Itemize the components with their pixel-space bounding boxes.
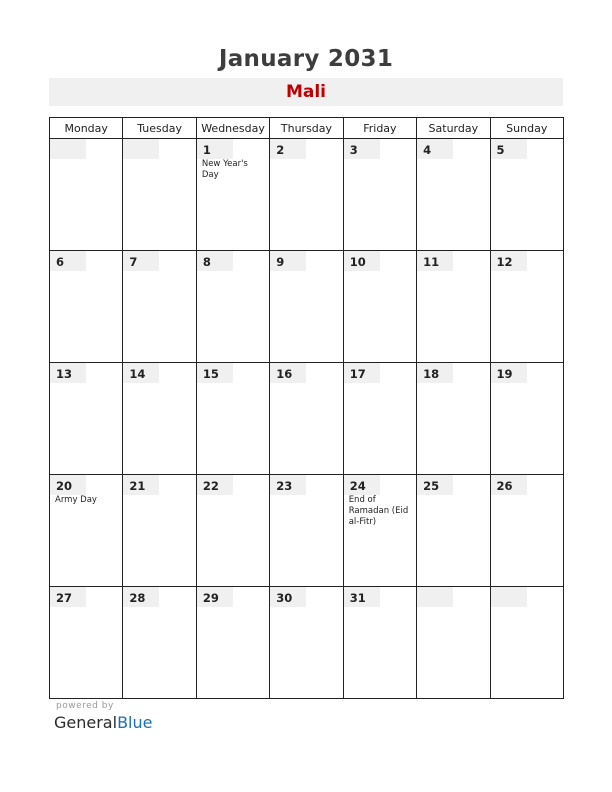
day-number-box xyxy=(491,475,527,495)
day-number-box xyxy=(50,251,86,271)
day-number: 1 xyxy=(202,143,211,157)
week-row xyxy=(50,139,564,251)
day-number-box xyxy=(344,363,380,383)
day-cell xyxy=(50,475,123,587)
generalblue-logo[interactable] xyxy=(54,713,152,732)
day-number: 31 xyxy=(349,591,366,605)
day-cell xyxy=(490,363,563,475)
day-number: 11 xyxy=(423,255,440,269)
day-number: 17 xyxy=(349,367,366,381)
day-cell xyxy=(50,363,123,475)
weekday-header: Saturday xyxy=(417,118,490,139)
day-number: 27 xyxy=(56,591,73,605)
day-number: 14 xyxy=(129,367,146,381)
day-cell xyxy=(490,587,563,699)
day-number-box xyxy=(491,587,527,607)
day-cell xyxy=(50,251,123,363)
day-number: 16 xyxy=(276,367,293,381)
day-number-box xyxy=(50,475,86,495)
day-number: 15 xyxy=(202,367,219,381)
day-number-box xyxy=(417,139,453,159)
day-number: 22 xyxy=(202,479,219,493)
weekday-header: Monday xyxy=(50,118,123,139)
day-number-box xyxy=(270,363,306,383)
day-number: 9 xyxy=(276,255,285,269)
day-number-box xyxy=(344,139,380,159)
day-number: 12 xyxy=(496,255,513,269)
day-number: 26 xyxy=(496,479,513,493)
day-number: 21 xyxy=(129,479,146,493)
day-cell xyxy=(123,251,196,363)
day-number-box xyxy=(344,251,380,271)
day-cell xyxy=(343,587,416,699)
day-cell xyxy=(196,251,269,363)
day-number: 19 xyxy=(496,367,513,381)
day-number: 2 xyxy=(276,143,285,157)
week-row xyxy=(50,251,564,363)
day-cell xyxy=(417,251,490,363)
day-number: 5 xyxy=(496,143,505,157)
day-number: 8 xyxy=(202,255,211,269)
day-number: 25 xyxy=(423,479,440,493)
country-name: Mali xyxy=(285,82,327,102)
day-number-box xyxy=(417,587,453,607)
day-number-box xyxy=(491,363,527,383)
day-number-box xyxy=(197,475,233,495)
day-number-box xyxy=(197,251,233,271)
day-cell xyxy=(417,587,490,699)
day-cell xyxy=(490,251,563,363)
day-number: 13 xyxy=(56,367,73,381)
day-number: 6 xyxy=(56,255,65,269)
brand-general: General xyxy=(54,713,118,732)
week-row xyxy=(50,475,564,587)
holiday-label: Army Day xyxy=(55,495,97,505)
day-cell xyxy=(50,139,123,251)
day-number-box xyxy=(491,251,527,271)
day-number-box xyxy=(417,251,453,271)
day-number-box xyxy=(123,139,159,159)
day-number-box xyxy=(344,587,380,607)
holiday-label: End of Ramadan (Eid al-Fitr) xyxy=(348,495,409,527)
day-number: 10 xyxy=(349,255,366,269)
day-number-box xyxy=(50,139,86,159)
weekday-header: Friday xyxy=(343,118,416,139)
calendar-title: January 2031 xyxy=(218,46,394,72)
weekday-header: Thursday xyxy=(270,118,343,139)
day-cell xyxy=(417,139,490,251)
day-cell xyxy=(196,363,269,475)
day-cell xyxy=(417,363,490,475)
day-cell xyxy=(196,475,269,587)
weekday-header: Sunday xyxy=(490,118,563,139)
holiday-label: New Year's Day xyxy=(201,159,248,180)
day-number-box xyxy=(123,475,159,495)
day-number-box xyxy=(270,475,306,495)
day-cell xyxy=(343,139,416,251)
day-number-box xyxy=(417,475,453,495)
day-cell xyxy=(270,251,343,363)
day-cell xyxy=(417,475,490,587)
brand-blue: Blue xyxy=(117,713,153,732)
day-cell xyxy=(270,139,343,251)
day-cell xyxy=(196,139,269,251)
day-cell xyxy=(270,363,343,475)
day-number: 20 xyxy=(56,479,73,493)
day-number-box xyxy=(50,587,86,607)
day-number: 28 xyxy=(129,591,146,605)
day-number-box xyxy=(344,475,380,495)
day-number-box xyxy=(197,587,233,607)
week-row xyxy=(50,587,564,699)
day-cell xyxy=(123,475,196,587)
calendar-grid xyxy=(49,117,564,699)
day-number-box xyxy=(417,363,453,383)
day-cell xyxy=(490,475,563,587)
day-number-box xyxy=(123,251,159,271)
day-number: 30 xyxy=(276,591,293,605)
day-cell xyxy=(270,587,343,699)
day-cell xyxy=(270,475,343,587)
day-number-box xyxy=(123,363,159,383)
day-number: 24 xyxy=(349,479,366,493)
day-cell xyxy=(343,475,416,587)
day-number: 29 xyxy=(202,591,219,605)
day-cell xyxy=(50,587,123,699)
day-cell xyxy=(343,363,416,475)
weekday-header: Wednesday xyxy=(196,118,269,139)
day-number-box xyxy=(270,139,306,159)
day-number-box xyxy=(197,363,233,383)
day-cell xyxy=(123,363,196,475)
weekday-header: Tuesday xyxy=(123,118,196,139)
weekday-header-row xyxy=(50,118,564,139)
day-number-box xyxy=(270,251,306,271)
day-number: 4 xyxy=(423,143,432,157)
country-banner xyxy=(49,78,563,106)
day-number-box xyxy=(197,139,233,159)
day-cell xyxy=(123,587,196,699)
day-cell xyxy=(343,251,416,363)
day-cell xyxy=(490,139,563,251)
day-number-box xyxy=(270,587,306,607)
day-number: 23 xyxy=(276,479,293,493)
day-number: 3 xyxy=(349,143,358,157)
week-row xyxy=(50,363,564,475)
day-number-box xyxy=(491,139,527,159)
day-number-box xyxy=(50,363,86,383)
day-cell xyxy=(196,587,269,699)
day-number: 7 xyxy=(129,255,138,269)
day-cell xyxy=(123,139,196,251)
day-number: 18 xyxy=(423,367,440,381)
day-number-box xyxy=(123,587,159,607)
powered-by-text: powered by xyxy=(56,701,114,711)
